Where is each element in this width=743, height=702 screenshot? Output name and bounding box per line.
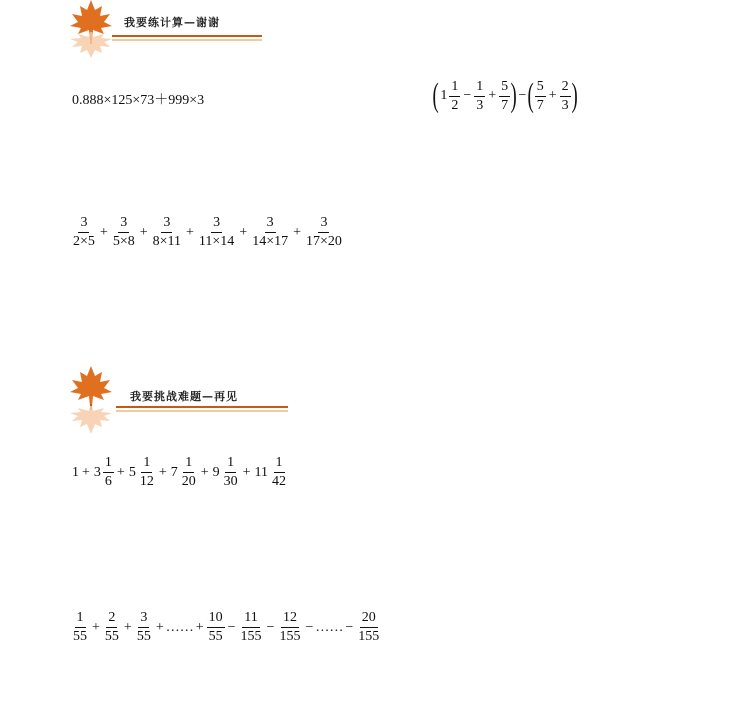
fraction: $\frac{1}{20}$ — [181, 455, 196, 489]
fraction: $\frac{10}{55}$ — [208, 610, 223, 644]
problem-4: 1 + 3 $\frac{1}{6}$ + 5 $\frac{1}{12}$ + 7 $\frac{1}{20}$ + 9 $\frac{1}{30}$ + 11 $\frac{1}{42}$ — [72, 455, 287, 489]
section-header-practice — [68, 0, 298, 60]
fraction: $\frac{12}{155}$ — [279, 610, 301, 644]
problem-3: $\frac{3}{2\times 5}$ + $\frac{3}{5\times 8}$ + $\frac{3}{8\times 11}$ + $\frac{3}{11\times 14}$ + $\frac{3}{14\times 17}$ + $\frac{3}{17\times 20}$ — [73, 215, 342, 249]
fraction: $\frac{1}{3}$ — [476, 78, 484, 113]
close-paren: ) — [510, 77, 517, 114]
close-paren: ) — [571, 77, 578, 114]
fraction: $\frac{3}{8\times 11}$ — [152, 215, 182, 249]
title-underline — [112, 35, 262, 37]
fraction: $\frac{1}{12}$ — [139, 455, 154, 489]
maple-leaf-icon — [68, 364, 114, 436]
section-header-challenge — [68, 366, 298, 426]
problem-2: ( 1 $\frac{1}{2}$ − $\frac{1}{3}$ + $\frac{5}{7}$ ) − ( $\frac{5}{7}$ + $\frac{2}{3}$ ) — [432, 77, 578, 114]
maple-leaf-icon — [68, 0, 114, 60]
fraction: $\frac{5}{7}$ — [536, 78, 544, 113]
fraction: $\frac{1}{42}$ — [272, 455, 287, 489]
problem-1 — [72, 89, 204, 109]
problem-5: $\frac{1}{55}$ + $\frac{2}{55}$ + $\frac{3}{55}$ + …… + $\frac{10}{55}$ − $\frac{11}{155}$ − $\frac{12}{155}$ − …… − $\frac{20}{155}$ — [73, 610, 380, 644]
title-underline — [116, 406, 288, 408]
fraction: $\frac{1}{6}$ — [104, 455, 112, 489]
open-paren: ( — [432, 77, 439, 114]
fraction: $\frac{3}{11\times 14}$ — [198, 215, 235, 249]
fraction: $\frac{1}{2}$ — [451, 78, 459, 113]
open-paren: ( — [527, 77, 535, 114]
ellipsis: …… — [165, 619, 194, 635]
fraction: $\frac{20}{155}$ — [358, 610, 380, 644]
fraction: $\frac{1}{30}$ — [223, 455, 238, 489]
fraction: $\frac{3}{17\times 20}$ — [306, 215, 342, 249]
fraction: $\frac{5}{7}$ — [501, 78, 509, 113]
title-underline-light — [116, 410, 288, 412]
fraction: $\frac{2}{3}$ — [561, 78, 569, 113]
problem-1-text: 0.888×125×73＋999×3 — [72, 93, 205, 108]
title-underline-light — [112, 39, 262, 41]
fraction: $\frac{3}{14\times 17}$ — [252, 215, 289, 249]
fraction: $\frac{3}{2\times 5}$ — [73, 215, 95, 249]
fraction: $\frac{11}{155}$ — [240, 610, 262, 644]
ellipsis: …… — [315, 619, 344, 635]
section-title: 我要练计算—谢谢 — [124, 16, 220, 29]
fraction: $\frac{2}{55}$ — [104, 610, 119, 644]
section-title: 我要挑战难题—再见 — [130, 390, 238, 403]
fraction: $\frac{1}{55}$ — [73, 610, 87, 644]
mixed-whole: 1 — [440, 88, 448, 103]
fraction: $\frac{3}{5\times 8}$ — [112, 215, 135, 249]
fraction: $\frac{3}{55}$ — [136, 610, 151, 644]
